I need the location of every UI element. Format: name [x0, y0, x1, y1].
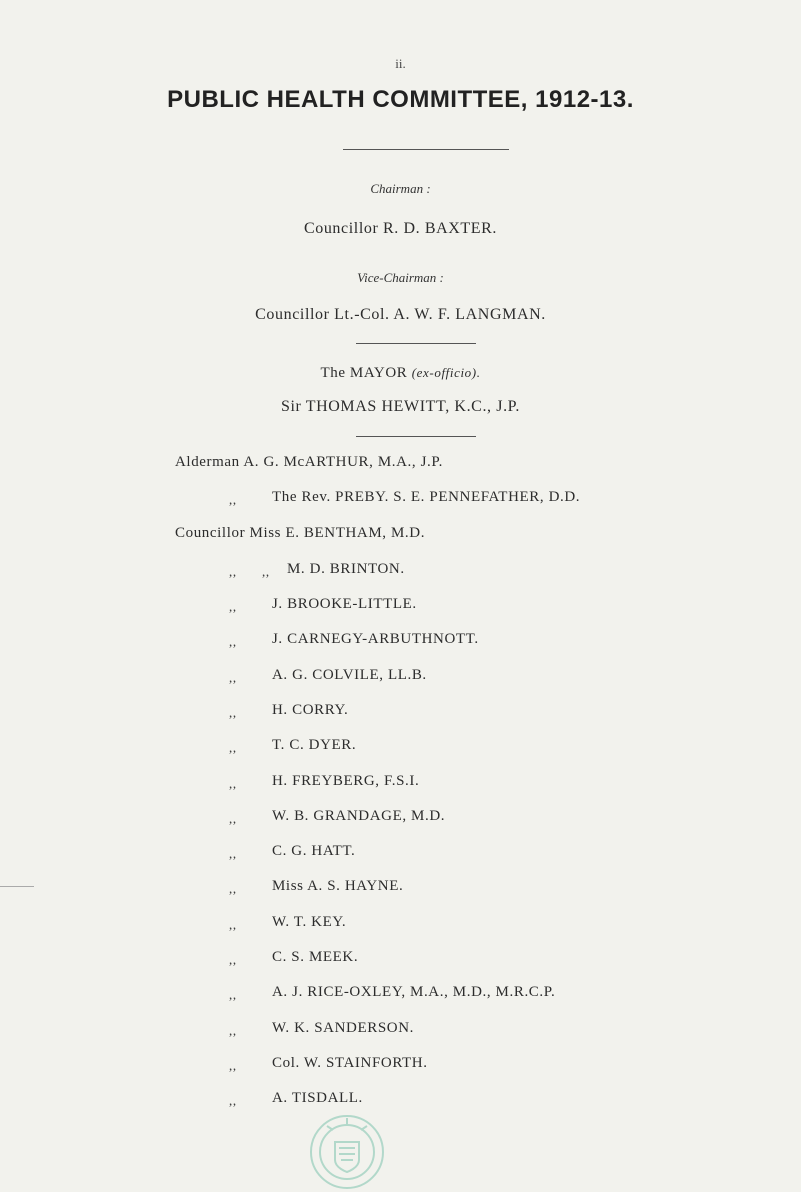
ditto-mark: ,, [229, 599, 237, 614]
page-number: ii. [395, 56, 406, 71]
ditto-mark: ,, [229, 564, 237, 579]
town-clerk-line: Sir THOMAS HEWITT, K.C., J.P. [280, 398, 521, 415]
divider [356, 436, 476, 437]
ditto-mark: ,, [229, 776, 237, 791]
alderman-row [0, 489, 801, 511]
member-name: C. S. MEEK. [272, 949, 359, 965]
councillor-row [175, 525, 425, 542]
ex-officio-note: (ex-officio). [411, 365, 481, 380]
ditto-mark: ,, [229, 1093, 237, 1108]
councillor-row [0, 596, 801, 618]
member-prefix: Alderman [175, 454, 240, 470]
councillor-row [0, 1055, 801, 1077]
vice-chairman-label: Vice-Chairman : [357, 270, 444, 285]
member-name: Miss E. BENTHAM, M.D. [249, 525, 426, 541]
councillor-row [0, 949, 801, 971]
alderman-row [175, 454, 443, 471]
member-name: Miss A. S. HAYNE. [272, 878, 404, 894]
mayor-line [0, 365, 801, 382]
member-prefix: Councillor [175, 525, 246, 541]
councillor-row [0, 1090, 801, 1112]
ditto-mark: ,, [229, 492, 237, 507]
divider [343, 149, 509, 150]
page-title: PUBLIC HEALTH COMMITTEE, 1912-13. [167, 86, 634, 113]
councillor-row [0, 561, 801, 583]
mayor-title: The MAYOR [320, 365, 408, 381]
chairman-label: Chairman : [370, 181, 431, 196]
vice-chairman-name: Councillor Lt.-Col. A. W. F. LANGMAN. [255, 306, 546, 323]
ditto-mark: ,, [229, 881, 237, 896]
member-name: Col. W. STAINFORTH. [272, 1055, 428, 1071]
member-name: A. TISDALL. [272, 1090, 363, 1106]
member-name: T. C. DYER. [272, 737, 357, 753]
member-name: The Rev. PREBY. S. E. PENNEFATHER, D.D. [272, 489, 581, 505]
ditto-mark: ,, [262, 564, 270, 579]
councillor-row [0, 808, 801, 830]
member-name: J. BROOKE-LITTLE. [272, 596, 417, 612]
councillor-row [0, 667, 801, 689]
councillor-row [0, 914, 801, 936]
ditto-mark: ,, [229, 846, 237, 861]
ditto-mark: ,, [229, 811, 237, 826]
councillor-row [0, 702, 801, 724]
divider [356, 343, 476, 344]
ditto-mark: ,, [229, 670, 237, 685]
member-name: J. CARNEGY-ARBUTHNOTT. [272, 631, 479, 647]
ditto-mark: ,, [229, 952, 237, 967]
member-name: C. G. HATT. [272, 843, 356, 859]
library-stamp-icon [307, 1112, 387, 1192]
councillor-row [0, 984, 801, 1006]
member-name: H. CORRY. [272, 702, 349, 718]
councillor-row [0, 631, 801, 653]
ditto-mark: ,, [229, 1058, 237, 1073]
councillor-row [0, 1020, 801, 1042]
councillor-row [0, 878, 801, 900]
member-name: A. J. RICE-OXLEY, M.A., M.D., M.R.C.P. [272, 984, 556, 1000]
member-name: W. T. KEY. [272, 914, 347, 930]
ditto-mark: ,, [229, 917, 237, 932]
ditto-mark: ,, [229, 1023, 237, 1038]
ditto-mark: ,, [229, 740, 237, 755]
member-name: M. D. BRINTON. [287, 561, 405, 577]
member-name: H. FREYBERG, F.S.I. [272, 773, 420, 789]
member-name: W. B. GRANDAGE, M.D. [272, 808, 446, 824]
member-name: A. G. McARTHUR, M.A., J.P. [243, 454, 444, 470]
member-name: W. K. SANDERSON. [272, 1020, 414, 1036]
councillor-row [0, 737, 801, 759]
ditto-mark: ,, [229, 705, 237, 720]
ditto-mark: ,, [229, 987, 237, 1002]
councillor-row [0, 843, 801, 865]
councillor-row [0, 773, 801, 795]
member-name: A. G. COLVILE, LL.B. [272, 667, 427, 683]
ditto-mark: ,, [229, 634, 237, 649]
margin-mark [0, 886, 34, 887]
chairman-name: Councillor R. D. BAXTER. [303, 220, 498, 237]
